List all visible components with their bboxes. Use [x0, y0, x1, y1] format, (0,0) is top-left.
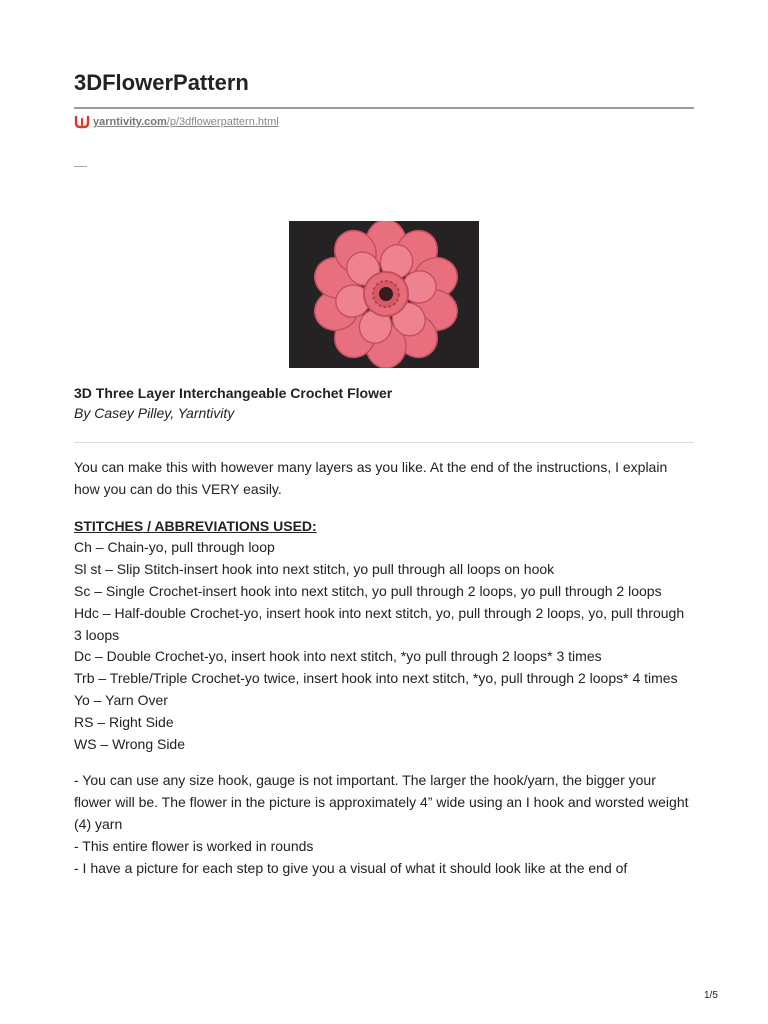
stitches-heading: STITCHES / ABBREVIATIONS USED:	[74, 517, 317, 534]
source-domain: yarntivity.com	[93, 116, 167, 128]
title-divider	[74, 107, 694, 109]
yarntivity-logo-icon	[74, 115, 90, 129]
source-link-row	[74, 114, 279, 130]
article-body	[74, 457, 694, 879]
stitch-item: Yo – Yarn Over	[74, 691, 168, 708]
stitch-item: RS – Right Side	[74, 713, 174, 730]
source-link[interactable]	[93, 116, 279, 128]
image-caption-author: By Casey Pilley, Yarntivity	[74, 405, 235, 421]
separator-dash: —	[74, 158, 87, 173]
image-caption-title: 3D Three Layer Interchangeable Crochet Flower	[74, 385, 393, 401]
page-title: 3DFlowerPattern	[74, 70, 249, 95]
stitch-item: Hdc – Half-double Crochet-yo, insert hook into next stitch, yo, pull through 2 loops, yo, pull through 3 loops	[74, 604, 685, 643]
crochet-flower-image	[289, 221, 479, 368]
crochet-flower-photo	[289, 221, 479, 368]
intro-paragraph: You can make this with however many layers as you like. At the end of the instructions, I explain how you can do this VERY easily.	[74, 459, 668, 497]
stitch-item: Sc – Single Crochet-insert hook into next stitch, yo pull through 2 loops, yo pull through 2 loops	[74, 582, 662, 599]
stitch-item: Sl st – Slip Stitch-insert hook into next stitch, yo pull through all loops on hook	[74, 561, 555, 578]
section-divider	[74, 442, 694, 443]
stitch-item: Dc – Double Crochet-yo, insert hook into next stitch, *yo pull through 2 loops* 3 times	[74, 648, 602, 665]
note-item: - I have a picture for each step to give you a visual of what it should look like at the end of	[74, 859, 628, 876]
note-item: - This entire flower is worked in rounds	[74, 837, 314, 854]
stitch-item: Ch – Chain-yo, pull through loop	[74, 539, 275, 556]
note-item: - You can use any size hook, gauge is not important. The larger the hook/yarn, the bigger your flower will be. The flower in the picture is approximately 4” wide using an I hook and worsted weight (4) yarn	[74, 772, 689, 832]
stitch-item: Trb – Treble/Triple Crochet-yo twice, insert hook into next stitch, *yo, pull through 2 loops* 4 times	[74, 670, 678, 687]
page-number: 1/5	[704, 990, 718, 1001]
stitch-item: WS – Wrong Side	[74, 735, 186, 752]
notes-list	[74, 770, 694, 879]
source-path: /p/3dflowerpattern.html	[166, 116, 279, 128]
